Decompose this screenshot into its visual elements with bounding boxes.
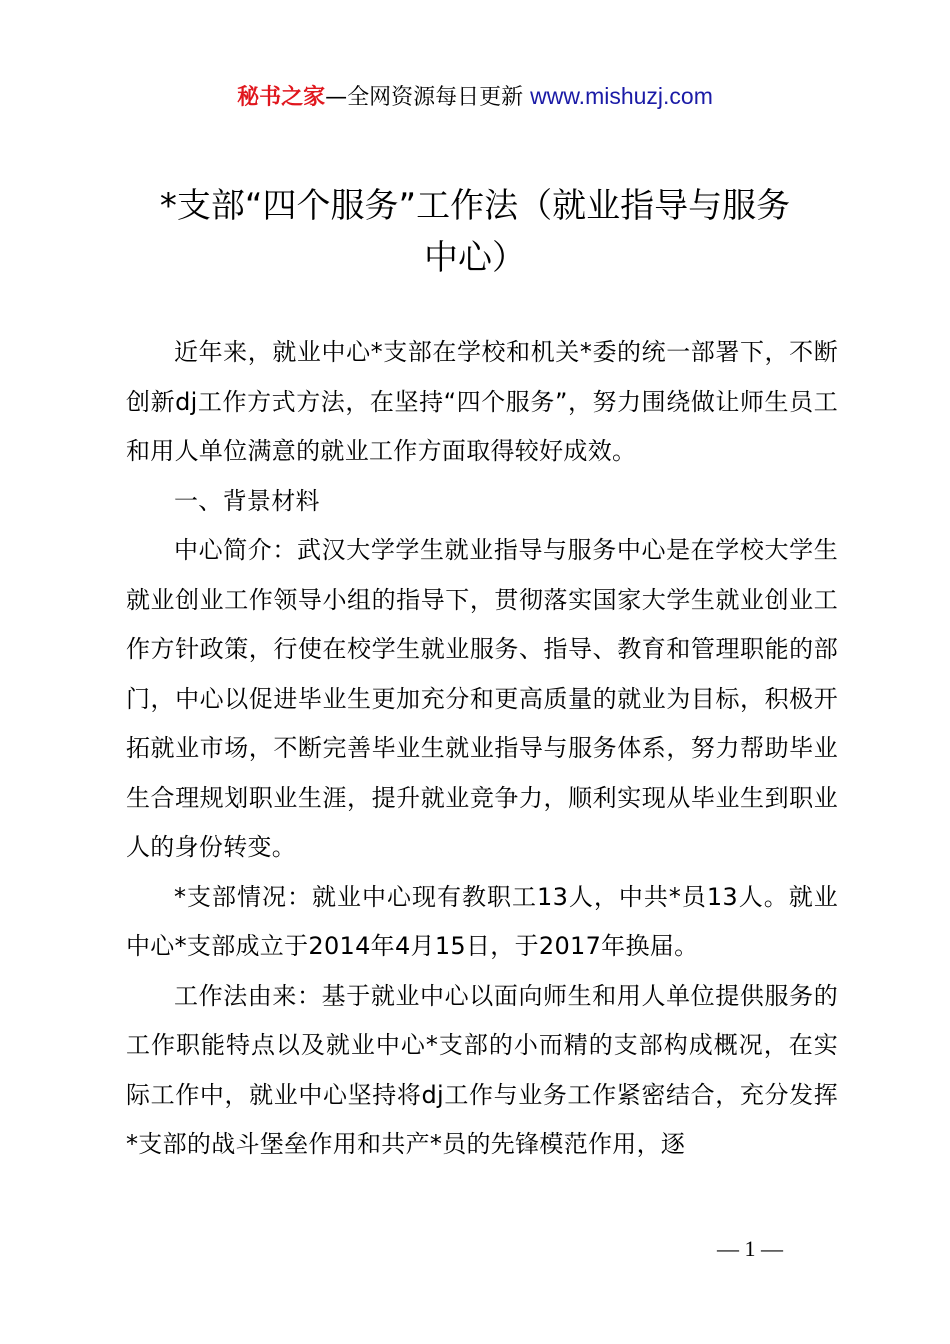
paragraph-intro: 近年来，就业中心*支部在学校和机关*委的统一部署下，不断创新dj工作方式方法，在坚持“四个服务”，努力围绕做让师生员工和用人单位满意的就业工作方面取得较好成效。 — [126, 338, 838, 465]
site-slogan: —全网资源每日更新 — [325, 85, 531, 110]
paragraph-center-intro: 中心简介：武汉大学学生就业指导与服务中心是在学校大学生就业创业工作领导小组的指导下，贯彻落实国家大学生就业创业工作方针政策，行使在校学生就业服务、指导、教育和管理职能的部门，中心以促进毕业生更加充分和更高质量的就业为目标，积极开拓就业市场，不断完善毕业生就业指导与服务体系，努力帮助毕业生合理规划职业生涯，提升就业竞争力，顺利实现从毕业生到职业人的身份转变。 — [126, 536, 838, 861]
title-line-1: *支部“四个服务”工作法（就业指导与服务 — [159, 186, 791, 226]
page-number: — 1 — — [717, 1236, 783, 1261]
paragraph-branch-status: *支部情况：就业中心现有教职工13人，中共*员13人。就业中心*支部成立于2014年4月15日，于2017年换届。 — [126, 882, 838, 960]
paragraph-method-origin: 工作法由来：基于就业中心以面向师生和用人单位提供服务的工作职能特点以及就业中心*支部的小而精的支部构成概况，在实际工作中，就业中心坚持将dj工作与业务工作紧密结合，充分发挥*支部的战斗堡垒作用和共产*员的先锋模范作用，逐 — [126, 981, 838, 1158]
title-line-2: 中心） — [424, 238, 526, 278]
section-heading-background: 一、背景材料 — [174, 486, 320, 515]
document-body — [126, 328, 838, 1170]
site-header — [0, 80, 950, 114]
document-title — [100, 180, 850, 284]
site-url-link[interactable]: www.mishuzj.com — [530, 83, 713, 109]
site-brand: 秘书之家 — [237, 85, 326, 110]
